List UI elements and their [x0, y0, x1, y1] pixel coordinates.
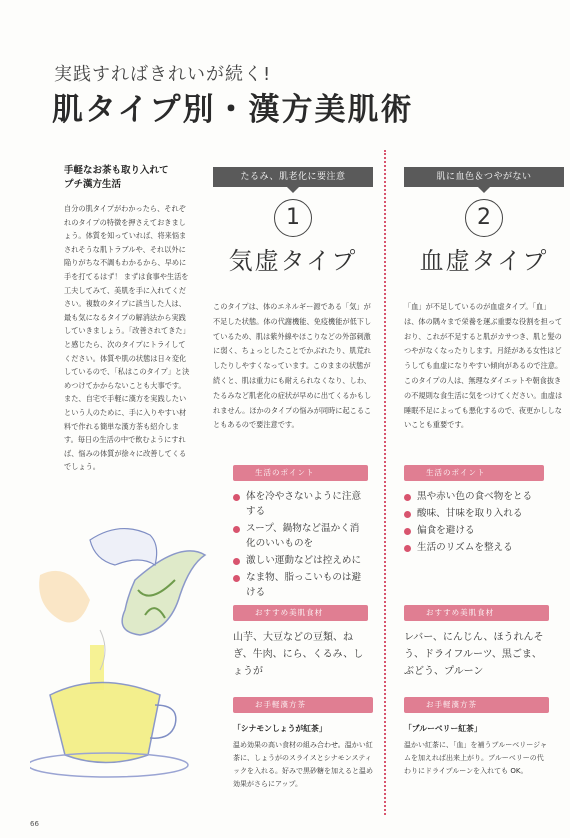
- intro-heading: [64, 164, 192, 192]
- type-2-foods: レバー、にんじん、ほうれんそう、ドライフルーツ、黒ごま、ぶどう、プルーン: [404, 632, 544, 677]
- type-1-description: このタイプは、体のエネルギー源である「気」が不足した状態。体の代謝機能、免疫機能が低下しているため、肌は紫外線やほこりなどの外部刺激に弱く、ちょっとしたことでかぶれたり、肌荒れしたりしやすくなっています。このままの状態が続くと、肌は重力にも耐えられなくなり、しわ、たるみなど肌老化の症状が早めに出てくるかもしれません。ほかのタイプの悩みが同時に起こることもあるので要注意です。: [213, 302, 372, 430]
- page-number: 66: [30, 820, 39, 828]
- type-kikyo-column: [213, 167, 373, 433]
- type-2-tea-text: 温かい紅茶に、「血」を補うブルーベリージャムを加えれば出来上がり。ブルーベリーの代わりにドライプルーンを入れても OK。: [404, 741, 547, 775]
- type-2-name: 血虚タイプ: [419, 247, 549, 275]
- intro-heading-line1: 手軽なお茶も取り入れて: [64, 165, 169, 176]
- type-1-life-list: [233, 489, 368, 600]
- type-1-food-label: おすすめ美肌食材: [233, 605, 368, 621]
- type-1-number: 1: [274, 199, 312, 237]
- column-divider: [384, 150, 386, 815]
- list-item: なま物、脂っこいものは避ける: [233, 570, 368, 600]
- type-1-life-section: [233, 465, 368, 602]
- type-1-tea-name: 「シナモンしょうが紅茶」: [233, 724, 327, 733]
- type-1-food-section: [233, 605, 368, 680]
- list-item: スープ、鍋物など温かく消化のいいものを: [233, 521, 368, 551]
- type-2-tea-section: [404, 697, 549, 778]
- type-2-food-label: おすすめ美肌食材: [404, 605, 549, 621]
- list-item: 体を冷やさないように注意する: [233, 489, 368, 519]
- list-item: 酸味、甘味を取り入れる: [404, 506, 544, 521]
- type-1-life-label: 生活のポイント: [233, 465, 368, 481]
- type-2-tea-label: お手軽漢方茶: [404, 697, 549, 713]
- type-2-number: 2: [465, 199, 503, 237]
- type-1-banner: たるみ、肌老化に要注意: [213, 167, 373, 187]
- list-item: 生活のリズムを整える: [404, 540, 544, 555]
- type-2-banner: 肌に血色＆つやがない: [404, 167, 564, 187]
- type-2-tea-name: 「ブルーベリー紅茶」: [404, 724, 482, 733]
- type-2-life-section: [404, 465, 544, 557]
- type-2-life-label: 生活のポイント: [404, 465, 544, 481]
- type-2-life-list: [404, 489, 544, 555]
- intro-column: [64, 164, 192, 474]
- intro-heading-line2: プチ漢方生活: [64, 179, 122, 190]
- list-item: 黒や赤い色の食べ物をとる: [404, 489, 544, 504]
- type-2-description: 「血」が不足しているのが血虚タイプ。「血」は、体の隅々まで栄養を運ぶ重要な役割を担っており、これが不足すると肌がカサつき、肌と髪のつやがなくなったりします。月経がある女性はどうしても血虚になりやすい傾向があるので注意。このタイプの人は、無理なダイエットや朝食抜きの不規則な食生活に気をつけてください。血虚は睡眠不足によっても悪化するので、夜更かししないことも重要です。: [404, 302, 563, 430]
- teapot-illustration: [30, 520, 220, 790]
- type-1-tea-section: [233, 697, 373, 791]
- type-1-tea-text: 温め効果の高い食材の組み合わせ。温かい紅茶に、しょうがのスライスとシナモンスティックを入れる。好みで黒砂糖を加えると温め効果がさらにアップ。: [233, 741, 373, 788]
- type-1-name: 気虚タイプ: [228, 247, 358, 275]
- type-1-tea-label: お手軽漢方茶: [233, 697, 373, 713]
- type-kekkyo-column: [404, 167, 564, 433]
- type-1-foods: 山芋、大豆などの豆類、ねぎ、牛肉、にら、くるみ、しょうが: [233, 632, 364, 677]
- type-2-food-section: [404, 605, 549, 680]
- list-item: 偏食を避ける: [404, 523, 544, 538]
- intro-body: 自分の肌タイプがわかったら、それぞれのタイプの特徴を押さえておきましょう。体質を知っていれば、将来悩まされそうな肌トラブルや、それ以外に陥りがちな不調もわかるから、早めに手を打てるはず！ まずは食事や生活を工夫してみて、美肌を手に入れてください。複数のタイプに該当した人は、最も気になるタイプの解消法から実践していきましょう。「改善されてきた」と感じたら、次のタイプにトライしてください。体質や肌の状態は日々変化しているので、「私はこのタイプ」と決めつけてかからないことも大事です。また、自宅で手軽に漢方を実践したいという人のために、手に入りやすい材料で作れる簡単な漢方茶も紹介します。毎日の生活の中で飲むようにすれば、悩みの体質が徐々に改善してくるでしょう。: [64, 204, 190, 472]
- list-item: 激しい運動などは控えめに: [233, 553, 368, 568]
- page-title: 肌タイプ別・漢方美肌術: [52, 92, 414, 128]
- page-subtitle: 実践すればきれいが続く!: [54, 64, 272, 85]
